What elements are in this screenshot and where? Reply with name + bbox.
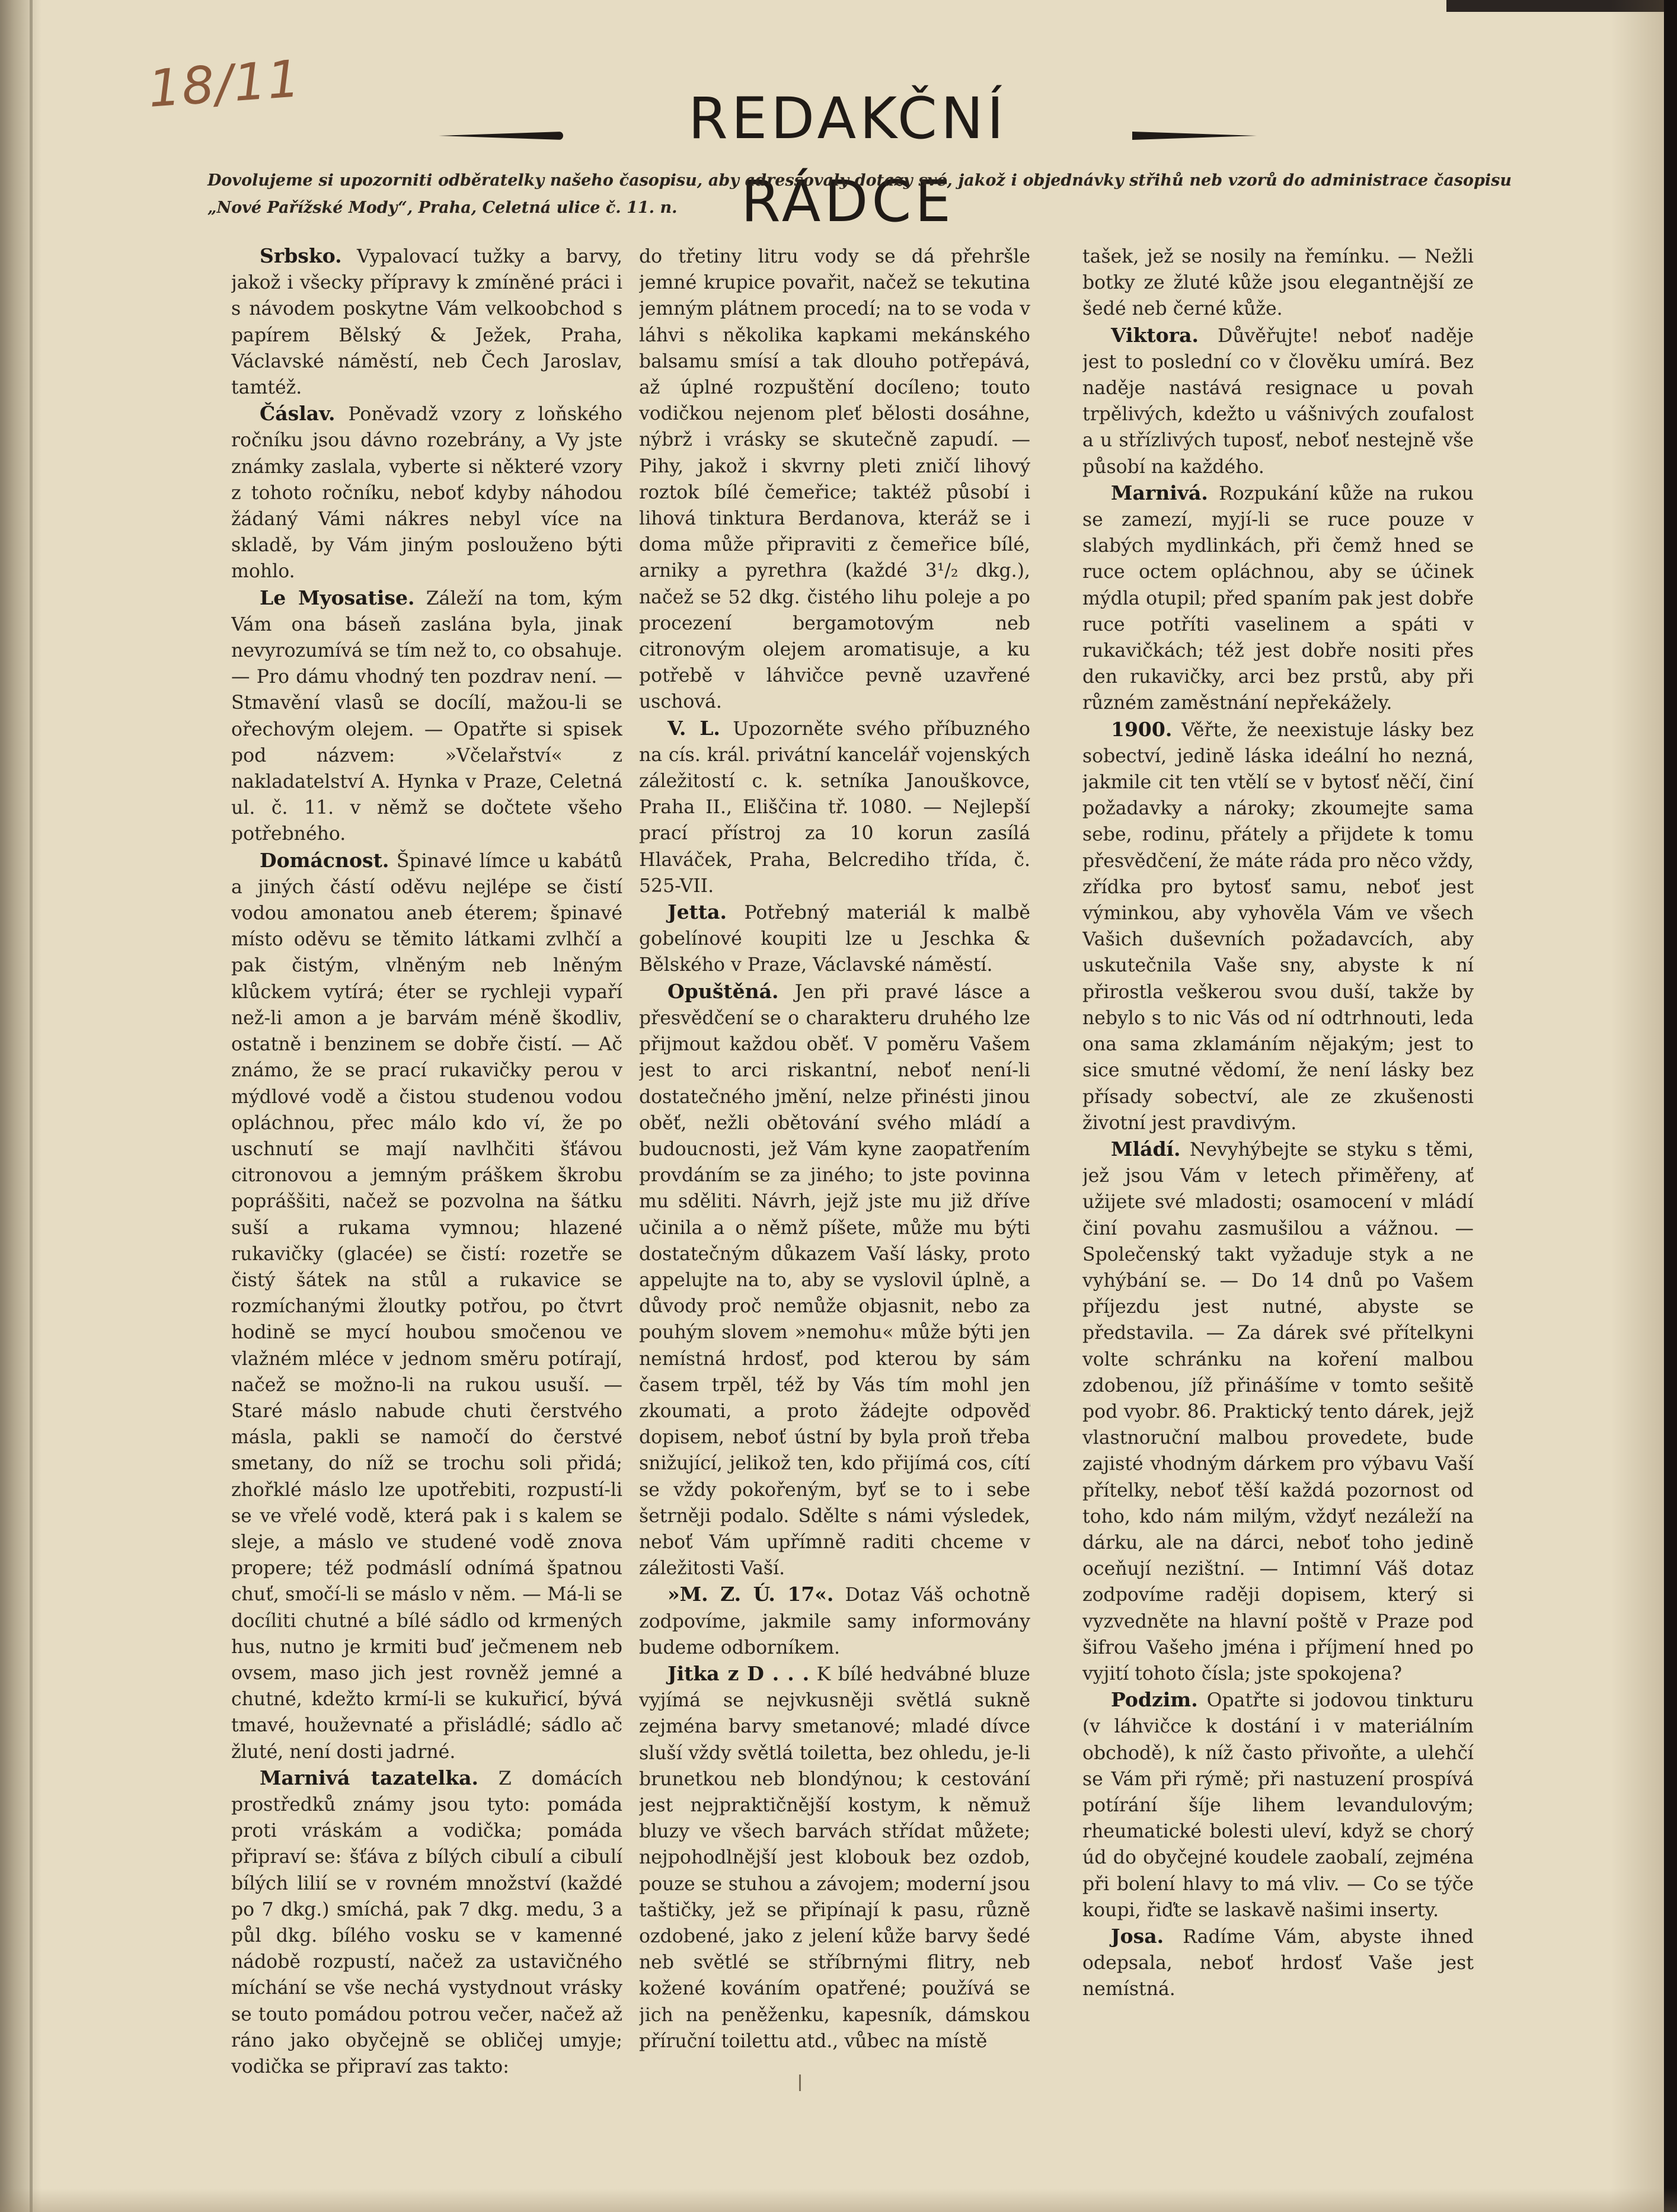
- title-rule-right: [1132, 132, 1257, 140]
- page-bottom-shade: [0, 2188, 1677, 2212]
- entry-le-myosatise: [231, 585, 622, 848]
- entry-srbsko: [231, 243, 622, 401]
- entry-josa: [1082, 1923, 1474, 2003]
- entry-text: Upozorněte svého příbuzného na cís. král. privátní kancelář vojenských záležitostí c. k. setníka Janouškovce, Praha II., Eliščina tř. 1080. — Nejlepší prací přístroj za 10 korun zasílá Hlaváček, Praha, Belcrediho třída, č. 525-VII.: [639, 718, 1030, 897]
- scan-right-edge: [1664, 0, 1677, 2212]
- entry-text: Vypalovací tužky a barvy, jakož i všecky přípravy k zmíněné práci i s návodem poskytne Vám velkoobchod s papírem Bělský & Ježek, Praha, Václavské náměstí, neb Čech Jaroslav, tamtéž.: [231, 246, 622, 399]
- binding-crease: [30, 0, 33, 2212]
- page-edge-shade: [1611, 0, 1664, 2212]
- entry-marniva: [1082, 480, 1474, 717]
- entry-name: Srbsko.: [260, 244, 342, 267]
- entry-text: Dotaz Váš ochotně zodpovíme, jakmile samy informovány budeme odborníkem.: [639, 1584, 1030, 1658]
- entry-text: Záleží na tom, kým Vám ona báseň zaslána byla, jinak nevyrozumívá se tím než to, co obsahuje. — Pro dámu vhodný ten pozdrav není. — Stmavění vlasů se docílí, mažou-li se ořechovým olejem. — Opatřte si spisek pod názvem: »Včelařství« z nakladatelství A. Hynka v Praze, Celetná ul. č. 11. v němž se dočtete všeho potřebného.: [231, 587, 622, 845]
- entry-caslav: [231, 401, 622, 584]
- entry-continuation: [1082, 243, 1474, 322]
- entry-text: Věřte, že neexistuje lásky bez sobectví, jedině láska ideální ho nezná, jakmile cit ten vtělí se v bytosť něčí, činí požadavky a nároky; zkoumejte sama sebe, rodinu, přátely a přijdete k tomu přesvědčení, že máte ráda pro něco vždy, zřídka pro bytosť samu, neboť jest výminkou, aby vyhověla Vám ve všech Vašich duševních požadavcích, aby uskutečnila Vaše sny, abyste k ní přirostla veškerou svou duší, takže by nebylo s to nic Vás od ní odtrhnouti, leda ona sama zklamáním nějakým; jest to sice smutné vědomí, že není lásky bez přísady sobectví, ale ze zkušenosti životní jest pravdivým.: [1082, 719, 1474, 1134]
- entry-name: V. L.: [667, 716, 720, 740]
- entry-text: do třetiny litru vody se dá přehršle jemné krupice povařit, načež se tekutina jemným plátnem procedí; na to se voda v láhvi s několika kapkami mekánského balsamu smísí a tak dlouho potřepává, až úplné rozpuštění docíleno; touto vodičkou nejenom pleť bělosti dosáhne, nýbrž i vrásky se skutečně zapudí. — Pihy, jakož i skvrny pleti zničí lihový roztok bílé čemeřice; taktéž působí i lihová tinktura Berdanova, kteráž se i doma může připraviti z čemeřice bílé, arniky a pyrethra (každé 3¹/₂ dkg.), načež se 52 dkg. čistého lihu poleje a po procezení bergamotovým neb citronovým olejem aromatisuje, a ku potřebě v láhvičce pevně uzavřené uschová.: [639, 246, 1030, 713]
- entry-jetta: [639, 899, 1030, 979]
- entry-name: Josa.: [1111, 1925, 1164, 1948]
- entry-name: Jetta.: [667, 900, 727, 924]
- entry-continuation: [639, 243, 1030, 715]
- entry-podzim: [1082, 1687, 1474, 1923]
- entry-name: Jitka z D . . .: [667, 1661, 810, 1685]
- entry-text: K bílé hedvábné bluze vyjímá se nejvkusněji světlá sukně zejména barvy smetanové; mladé dívce sluší vždy světlá toiletta, bez ohledu, je-li brunetkou neb blondýnou; k cestování jest nejpraktičnější kostym, k němuž bluzy ve všech barvách střídat můžete; nejpohodlnější jest klobouk bez ozdob, pouze se stuhou a závojem; moderní jsou taštičky, jež se připínají k pasu, různě ozdobené, jako z jelení kůže barvy šedé neb světlé se stříbrnými flitry, neb kožené kováním opatřené; používá se jich na peněženku, kapesník, dámskou příruční toilettu atd., vůbec na místě: [639, 1663, 1030, 2052]
- entry-jitka-z-d: [639, 1661, 1030, 2054]
- entry-m-z-u-17: [639, 1581, 1030, 1661]
- text-column-2: [639, 243, 1030, 2104]
- entry-text: Rozpukání kůže na rukou se zamezí, myjí-li se ruce pouze v slabých mydlinkách, při čemž hned se ruce octem opláchnou, aby se účinek mýdla otupil; před spaním pak jest dobře ruce potříti vaselinem a spáti v rukavičkách; též jest dobře nositi přes den rukavičky, arci bez prstů, aby při různém zaměstnání nepřekážely.: [1082, 482, 1474, 714]
- entry-marniva-tazatelka: [231, 1765, 622, 2080]
- entry-mladi: [1082, 1136, 1474, 1687]
- book-binding-shadow: [0, 0, 41, 2212]
- intro-notice: Dovolujeme si upozorniti odběratelky našeho časopisu, aby adressovaly dotazy své, jakož i objednávky střihů neb vzorů do administrace časopisu „Nové Pařížské Mody“, Praha, Celetná ulice č. 11. n.: [207, 171, 1512, 217]
- entry-name: 1900.: [1111, 717, 1173, 741]
- text-column-1: [231, 243, 622, 2104]
- entry-name: Opuštěná.: [667, 979, 779, 1003]
- entry-name: »M. Z. Ú. 17«.: [667, 1583, 834, 1606]
- entry-opustena: [639, 979, 1030, 1582]
- entry-name: Marnivá tazatelka.: [260, 1766, 478, 1789]
- entry-name: Mládí.: [1111, 1137, 1181, 1161]
- entry-v-l: [639, 715, 1030, 899]
- entry-text: Opatřte si jodovou tinkturu (v láhvičce k dostání i v materiálním obchodě), k níž často přivoňte, a ulehčí se Vám při rýmě; při nastuzení prospívá potírání šíje lihem levandulovým; rheumatické bolesti uleví, když se chorý úd do obyčejné koudele zaobalí, zejména při bolení hlavy to má vliv. — Co se týče koupi, řiďte se laskavě našimi inserty.: [1082, 1690, 1474, 1921]
- entry-text: Z domácích prostředků známy jsou tyto: pomáda proti vráskám a vodička; pomáda připraví se: šťáva z bílých cibulí a cibulí bílých lilií se v rovném množství (každé po 7 dkg.) smíchá, pak 7 dkg. medu, 3 a půl dkg. bílého vosku se v kamenné nádobě rozpustí, načež za ustavičného míchání se vše nechá vystydnout vrásky se touto pomádou potrou večer, načež až ráno jako obyčejně se obličej umyje; vodička se připraví zas takto:: [231, 1767, 622, 2078]
- handwritten-page-reference: 18/11: [146, 49, 304, 119]
- entry-text: Jen při pravé lásce a přesvědčení se o charakteru druhého lze přijmout každou oběť. V poměru Vašem jest to arci riskantní, neboť není-li dostatečného jmění, nelze přinésti jinou oběť, nežli obětování svého mládí a budoucnosti, jež Vám kyne zaopatřením provdáním se za jiného; to jste povinna mu sděliti. Návrh, jejž jste mu již dříve učinila a o němž píšete, může mu býti dostatečným důkazem Vaší lásky, proto appelujte na to, aby se vyslovil úplně, a důvody proč nemůže objasnit, nebo za pouhým slovem »nemohu« může býti jen nemístná hrdosť, pod kterou by sám časem trpěl, též by Vás tím mohl jen zkoumati, a proto žádejte odpověď dopisem, neboť ústní by byla proň třeba snižující, jelikož ten, kdo přijímá cos, cítí se vždy pokořeným, byť se to i sebe šetrněji podalo. Sdělte s námi výsledek, neboť Vám upřímně raditi chceme v záležitosti Vaší.: [639, 981, 1030, 1580]
- entry-name: Marnivá.: [1111, 481, 1208, 504]
- entry-text: Důvěřujte! neboť naděje jest to poslední co v člověku umírá. Bez naděje nastává resignace u povah trpělivých, kdežto u vášnivých zoufalost a u střízlivých tuposť, neboť nestejně vše působí na každého.: [1082, 325, 1474, 478]
- entry-text: Radíme Vám, abyste ihned odepsala, neboť hrdosť Vaše jest nemístná.: [1082, 1926, 1474, 2000]
- entry-name: Le Myosatise.: [260, 586, 415, 609]
- entry-name: Podzim.: [1111, 1688, 1198, 1712]
- page-title: REDAKČNÍ RÁDCE: [688, 85, 1008, 235]
- entry-name: Čáslav.: [260, 402, 336, 426]
- entry-text: Špinavé límce u kabátů a jiných částí oděvu nejlépe se čistí vodou amonatou aneb éterem; špinavé místo oděvu se těmito látkami zvlhčí a pak čistým, vlněným neb lněným klůckem vytírá; éter se rychleji vypaří než-li amon a je barvám méně škodliv, ostatně i benzinem se dobře čistí. — Ač známo, že se prací rukavičky perou v mýdlové vodě a čistou studenou vodou opláchnou, přec málo kdo ví, že po uschnutí se mají navlhčiti šťávou citronovou a jemným práškem škrobu popráššiti, načež se pozvolna na šátku suší a rukama vymnou; hlazené rukavičky (glacée) se čistí: rozetře se čistý šátek na stůl a rukavice se rozmíchanými žloutky potřou, po čtvrt hodině se mycí houbou smočenou ve vlažném mléce v jednom směru potírají, načež se možno-li na rukou usuší. — Staré máslo nabude chuti čerstvého másla, pakli se namočí do čerstvé smetany, do níž se trochu soli přidá; zhořklé máslo lze upotřebiti, rozpustí-li se ve vřelé vodě, která pak i s kalem se sleje, a máslo ve studené vodě znova propere; též podmáslí odnímá špatnou chuť, smočí-li se máslo v něm. — Má-li se docíliti chutné a bílé sádlo od krmených hus, nutno je krmiti buď ječmenem neb ovsem, maso jich jest rovněž jemné a chutné, kdežto krmí-li se kukuřicí, bývá tmavé, houževnaté a přisládlé; sádlo ač žluté, není dosti jadrné.: [231, 850, 622, 1763]
- column-divider-mark: [799, 2074, 801, 2091]
- title-rule-left: [439, 132, 563, 140]
- text-column-3: [1082, 243, 1474, 2104]
- entry-text: Nevyhýbejte se styku s těmi, jež jsou Vám v letech přiměřeny, ať užijete své mladosti; osamocení v mládí činí povahu zasmušilou a vážnou. — Společenský takt vyžaduje styk a ne vyhýbání se. — Do 14 dnů po Vašem příjezdu jest nutné, abyste se představila. — Za dárek své přítelkyni volte schránku na koření malbou zdobenou, jíž přinášíme v tomto sešitě pod vyobr. 86. Praktický tento dárek, jejž vlastnoruční malbou provedete, bude zajisté vhodným dárkem pro výbavu Vaší přítelky, neboť těší každá pozornost od toho, kdo nám milým, vždyť nezáleží na dárku, ale na dárci, neboť toho jedině oceňují nezištní. — Intimní Váš dotaz zodpovíme raději dopisem, který si vyzvedněte na hlavní poště v Praze pod šifrou Vašeho jména i příjmení hned po vyjití tohoto čísla; jste spokojena?: [1082, 1139, 1474, 1684]
- entry-name: Domácnost.: [260, 848, 389, 872]
- entry-domacnost: [231, 848, 622, 1765]
- entry-text: tašek, jež se nosily na řemínku. — Nežli botky ze žluté kůže jsou elegantnější ze šedé neb černé kůže.: [1082, 246, 1474, 320]
- entry-text: Poněvadž vzory z loňského ročníku jsou dávno rozebrány, a Vy jste známky zaslala, vyberte si některé vzory z tohoto ročníku, neboť kdyby náhodou žádaný Vámi nákres nebyl více na skladě, by Vám jiným poslouženo býti mohlo.: [231, 404, 622, 583]
- entry-viktora: [1082, 322, 1474, 480]
- entry-text: Potřebný materiál k malbě gobelínové koupiti lze u Jeschka & Bělského v Praze, Václavské náměstí.: [639, 902, 1030, 976]
- entry-1900: [1082, 717, 1474, 1136]
- entry-name: Viktora.: [1111, 323, 1199, 347]
